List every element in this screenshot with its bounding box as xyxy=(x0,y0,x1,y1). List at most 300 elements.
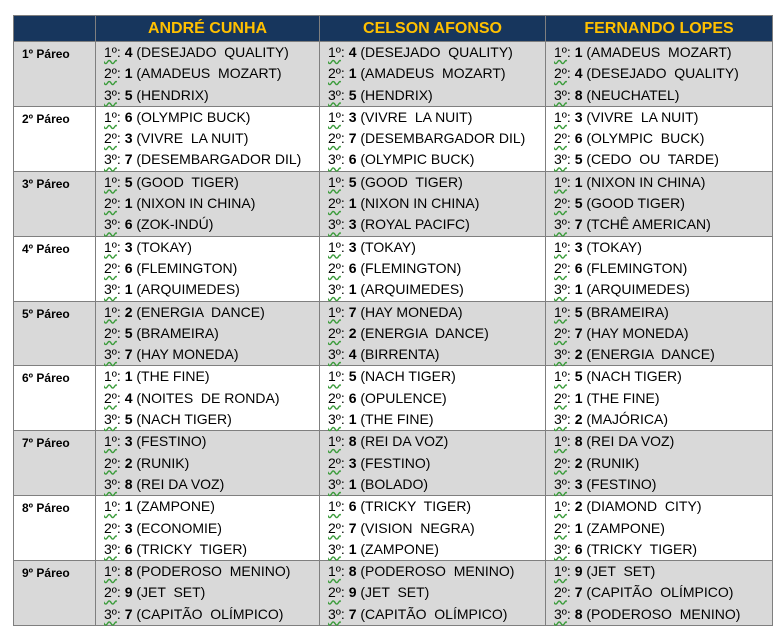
pick-line: 2º: 3 (FESTINO) xyxy=(328,454,431,471)
pick-line: 3º: 1 (THE FINE) xyxy=(328,411,434,428)
pick-position: 3º xyxy=(104,216,117,233)
horse-name: (NIXON IN CHINA) xyxy=(136,195,256,212)
pick-line: 3º: 7 (DESEMBARGADOR DIL) xyxy=(104,151,302,168)
header-andre-cunha: ANDRÉ CUNHA xyxy=(96,16,320,42)
pick-cell-celson-afonso xyxy=(320,301,546,366)
horse-number: 9 xyxy=(124,584,133,601)
horse-name: (FLEMINGTON) xyxy=(360,259,462,276)
table-row xyxy=(14,431,773,496)
pick-line: 1º: 5 (BRAMEIRA) xyxy=(554,303,669,320)
horse-name: (ZAMPONE) xyxy=(360,540,439,557)
horse-name: (ARQUIMEDES) xyxy=(586,281,690,298)
race-label: 4º Páreo xyxy=(14,236,96,301)
horse-number: 4 xyxy=(348,346,357,363)
pick-position: 3º xyxy=(328,475,341,492)
pick-position: 2º xyxy=(554,324,567,341)
race-label: 5º Páreo xyxy=(14,301,96,366)
pick-position: 1º xyxy=(104,498,117,515)
horse-name: (AMADEUS MOZART) xyxy=(360,65,506,82)
pick-position: 3º xyxy=(104,540,117,557)
pick-line: 2º: 9 (JET SET) xyxy=(104,584,206,601)
pick-line: 1º: 6 (TRICKY TIGER) xyxy=(328,498,472,515)
horse-number: 5 xyxy=(574,151,583,168)
pick-line: 3º: 7 (CAPITÃO OLÍMPICO) xyxy=(104,605,284,622)
pick-position: 2º xyxy=(328,584,341,601)
horse-name: (OLYMPIC BUCK) xyxy=(136,108,251,125)
pick-line: 2º: 4 (NOITES DE RONDA) xyxy=(104,389,280,406)
pick-cell-fernando-lopes xyxy=(546,496,773,561)
pick-line: 2º: 1 (ZAMPONE) xyxy=(554,519,665,536)
horse-number: 7 xyxy=(348,519,357,536)
pick-line: 1º: 8 (REI DA VOZ) xyxy=(328,433,449,450)
horse-number: 4 xyxy=(124,389,133,406)
pick-cell-fernando-lopes xyxy=(546,171,773,236)
horse-name: (REI DA VOZ) xyxy=(586,433,675,450)
horse-name: (FLEMINGTON) xyxy=(136,259,238,276)
pick-position: 1º xyxy=(554,108,567,125)
pick-line: 2º: 6 (OLYMPIC BUCK) xyxy=(554,130,705,147)
horse-name: (REI DA VOZ) xyxy=(136,475,225,492)
horse-name: (NIXON IN CHINA) xyxy=(586,173,706,190)
picks-table xyxy=(13,15,773,626)
table-row xyxy=(14,496,773,561)
horse-name: (VISION NEGRA) xyxy=(360,519,475,536)
corner-cell xyxy=(14,16,96,42)
pick-cell-fernando-lopes xyxy=(546,42,773,107)
pick-position: 1º xyxy=(104,238,117,255)
horse-name: (TOKAY) xyxy=(586,238,642,255)
horse-number: 6 xyxy=(574,259,583,276)
horse-number: 5 xyxy=(574,195,583,212)
horse-number: 5 xyxy=(124,86,133,103)
horse-number: 9 xyxy=(574,563,583,580)
horse-number: 8 xyxy=(124,475,133,492)
horse-number: 5 xyxy=(348,368,357,385)
pick-line: 3º: 7 (CAPITÃO OLÍMPICO) xyxy=(328,605,508,622)
horse-name: (DIAMOND CITY) xyxy=(586,498,702,515)
horse-name: (HAY MONEDA) xyxy=(586,324,689,341)
horse-name: (HENDRIX) xyxy=(360,86,433,103)
pick-position: 1º xyxy=(554,368,567,385)
pick-line: 1º: 3 (VIVRE LA NUIT) xyxy=(554,108,699,125)
pick-position: 3º xyxy=(554,605,567,622)
horse-number: 1 xyxy=(124,195,133,212)
horse-number: 2 xyxy=(348,324,357,341)
race-label: 2º Páreo xyxy=(14,106,96,171)
horse-number: 1 xyxy=(124,368,133,385)
pick-line: 1º: 3 (VIVRE LA NUIT) xyxy=(328,108,473,125)
horse-name: (TRICKY TIGER) xyxy=(136,540,248,557)
horse-name: (GOOD TIGER) xyxy=(360,173,463,190)
horse-number: 5 xyxy=(124,411,133,428)
horse-number: 3 xyxy=(574,475,583,492)
pick-line: 3º: 7 (HAY MONEDA) xyxy=(104,346,239,363)
pick-cell-andre-cunha xyxy=(96,366,320,431)
pick-position: 3º xyxy=(104,281,117,298)
horse-number: 8 xyxy=(348,433,357,450)
horse-name: (MAJÓRICA) xyxy=(586,411,669,428)
pick-position: 1º xyxy=(554,433,567,450)
pick-line: 3º: 4 (BIRRENTA) xyxy=(328,346,440,363)
horse-name: (HAY MONEDA) xyxy=(136,346,239,363)
horse-number: 7 xyxy=(348,605,357,622)
pick-line: 1º: 2 (DIAMOND CITY) xyxy=(554,498,702,515)
horse-number: 3 xyxy=(124,238,133,255)
pick-line: 2º: 5 (GOOD TIGER) xyxy=(554,195,685,212)
pick-position: 1º xyxy=(328,433,341,450)
pick-line: 3º: 6 (TRICKY TIGER) xyxy=(104,540,248,557)
horse-number: 6 xyxy=(124,216,133,233)
pick-position: 2º xyxy=(104,195,117,212)
pick-position: 2º xyxy=(554,519,567,536)
pick-position: 1º xyxy=(328,498,341,515)
horse-name: (BRAMEIRA) xyxy=(136,324,219,341)
horse-name: (ZAMPONE) xyxy=(586,519,665,536)
pick-position: 3º xyxy=(328,151,341,168)
pick-line: 1º: 1 (AMADEUS MOZART) xyxy=(554,44,732,60)
horse-number: 6 xyxy=(348,498,357,515)
pick-position: 2º xyxy=(328,389,341,406)
pick-line: 1º: 7 (HAY MONEDA) xyxy=(328,303,463,320)
pick-cell-fernando-lopes xyxy=(546,431,773,496)
pick-line: 2º: 6 (FLEMINGTON) xyxy=(328,259,462,276)
pick-line: 1º: 5 (GOOD TIGER) xyxy=(328,173,463,190)
horse-name: (FESTINO) xyxy=(586,475,657,492)
horse-name: (TOKAY) xyxy=(136,238,192,255)
pick-line: 3º: 5 (HENDRIX) xyxy=(104,86,209,103)
pick-line: 2º: 1 (AMADEUS MOZART) xyxy=(104,65,282,82)
pick-position: 1º xyxy=(104,563,117,580)
horse-number: 3 xyxy=(348,454,357,471)
pick-position: 1º xyxy=(104,368,117,385)
pick-position: 3º xyxy=(554,475,567,492)
horse-name: (FESTINO) xyxy=(360,454,431,471)
pick-line: 1º: 3 (TOKAY) xyxy=(554,238,642,255)
horse-name: (NACH TIGER) xyxy=(360,368,456,385)
horse-number: 1 xyxy=(574,44,583,60)
horse-name: (NOITES DE RONDA) xyxy=(136,389,280,406)
pick-cell-fernando-lopes xyxy=(546,561,773,626)
horse-name: (VIVRE LA NUIT) xyxy=(360,108,473,125)
pick-position: 3º xyxy=(554,346,567,363)
pick-position: 1º xyxy=(554,44,567,60)
pick-position: 1º xyxy=(554,563,567,580)
pick-position: 2º xyxy=(104,454,117,471)
horse-number: 3 xyxy=(348,216,357,233)
race-label: 1º Páreo xyxy=(14,42,96,107)
horse-number: 3 xyxy=(348,238,357,255)
horse-name: (GOOD TIGER) xyxy=(586,195,685,212)
pick-position: 3º xyxy=(104,86,117,103)
horse-number: 9 xyxy=(348,584,357,601)
pick-line: 2º: 4 (DESEJADO QUALITY) xyxy=(554,65,739,82)
pick-position: 2º xyxy=(554,259,567,276)
header-fernando-lopes: FERNANDO LOPES xyxy=(546,16,773,42)
pick-cell-celson-afonso xyxy=(320,366,546,431)
horse-name: (OPULENCE) xyxy=(360,389,447,406)
pick-position: 3º xyxy=(104,605,117,622)
pick-cell-fernando-lopes xyxy=(546,366,773,431)
horse-number: 3 xyxy=(574,108,583,125)
horse-name: (OLYMPIC BUCK) xyxy=(586,130,705,147)
pick-position: 2º xyxy=(554,195,567,212)
horse-name: (THE FINE) xyxy=(586,389,660,406)
pick-line: 3º: 5 (CEDO OU TARDE) xyxy=(554,151,719,168)
table-row xyxy=(14,561,773,626)
table-row xyxy=(14,42,773,107)
horse-name: (DESEMBARGADOR DIL) xyxy=(136,151,302,168)
pick-position: 1º xyxy=(328,368,341,385)
pick-cell-andre-cunha xyxy=(96,42,320,107)
pick-line: 3º: 1 (ARQUIMEDES) xyxy=(104,281,240,298)
pick-position: 1º xyxy=(104,108,117,125)
pick-line: 2º: 1 (AMADEUS MOZART) xyxy=(328,65,506,82)
horse-name: (AMADEUS MOZART) xyxy=(586,44,732,60)
horse-name: (ARQUIMEDES) xyxy=(360,281,464,298)
pick-position: 2º xyxy=(104,389,117,406)
horse-name: (NIXON IN CHINA) xyxy=(360,195,480,212)
horse-number: 7 xyxy=(124,346,133,363)
pick-line: 2º: 2 (RUNIK) xyxy=(104,454,190,471)
horse-number: 7 xyxy=(348,130,357,147)
horse-name: (ECONOMIE) xyxy=(136,519,222,536)
horse-number: 5 xyxy=(348,173,357,190)
pick-line: 3º: 3 (ROYAL PACIFC) xyxy=(328,216,470,233)
pick-position: 2º xyxy=(104,259,117,276)
horse-number: 1 xyxy=(574,389,583,406)
horse-name: (BOLADO) xyxy=(360,475,429,492)
pick-line: 1º: 9 (JET SET) xyxy=(554,563,656,580)
pick-line: 1º: 1 (NIXON IN CHINA) xyxy=(554,173,706,190)
horse-number: 1 xyxy=(124,281,133,298)
horse-name: (GOOD TIGER) xyxy=(136,173,239,190)
pick-position: 2º xyxy=(328,519,341,536)
horse-name: (BIRRENTA) xyxy=(360,346,440,363)
horse-number: 6 xyxy=(124,108,133,125)
race-label: 3º Páreo xyxy=(14,171,96,236)
pick-line: 3º: 1 (BOLADO) xyxy=(328,475,429,492)
horse-number: 8 xyxy=(348,563,357,580)
horse-name: (JET SET) xyxy=(360,584,430,601)
horse-name: (FESTINO) xyxy=(136,433,207,450)
pick-position: 3º xyxy=(554,540,567,557)
pick-line: 3º: 1 (ZAMPONE) xyxy=(328,540,439,557)
horse-number: 8 xyxy=(574,86,583,103)
pick-position: 2º xyxy=(104,324,117,341)
horse-name: (THE FINE) xyxy=(136,368,210,385)
table-body xyxy=(14,42,773,626)
horse-number: 1 xyxy=(574,173,583,190)
pick-position: 1º xyxy=(554,173,567,190)
pick-line: 2º: 2 (ENERGIA DANCE) xyxy=(328,324,489,341)
horse-name: (PODEROSO MENINO) xyxy=(360,563,515,580)
horse-number: 3 xyxy=(574,238,583,255)
pick-line: 2º: 6 (FLEMINGTON) xyxy=(554,259,688,276)
horse-number: 7 xyxy=(574,324,583,341)
table-row xyxy=(14,106,773,171)
race-label: 6º Páreo xyxy=(14,366,96,431)
horse-number: 1 xyxy=(574,281,583,298)
pick-line: 1º: 4 (DESEJADO QUALITY) xyxy=(328,44,513,60)
pick-line: 3º: 1 (ARQUIMEDES) xyxy=(554,281,690,298)
horse-name: (VIVRE LA NUIT) xyxy=(586,108,699,125)
pick-line: 2º: 2 (RUNIK) xyxy=(554,454,640,471)
pick-position: 2º xyxy=(104,584,117,601)
pick-line: 2º: 7 (DESEMBARGADOR DIL) xyxy=(328,130,526,147)
pick-position: 2º xyxy=(104,519,117,536)
horse-number: 7 xyxy=(348,303,357,320)
pick-line: 2º: 5 (BRAMEIRA) xyxy=(104,324,219,341)
horse-number: 4 xyxy=(124,44,133,60)
pick-line: 1º: 1 (THE FINE) xyxy=(104,368,210,385)
horse-number: 6 xyxy=(348,259,357,276)
horse-number: 1 xyxy=(348,540,357,557)
horse-name: (RUNIK) xyxy=(136,454,190,471)
pick-cell-celson-afonso xyxy=(320,561,546,626)
pick-position: 2º xyxy=(554,584,567,601)
horse-number: 2 xyxy=(574,411,583,428)
horse-number: 7 xyxy=(574,584,583,601)
pick-line: 2º: 1 (NIXON IN CHINA) xyxy=(104,195,256,212)
horse-name: (THE FINE) xyxy=(360,411,434,428)
pick-line: 2º: 1 (THE FINE) xyxy=(554,389,660,406)
pick-position: 3º xyxy=(554,151,567,168)
pick-position: 2º xyxy=(554,65,567,82)
pick-line: 3º: 5 (HENDRIX) xyxy=(328,86,433,103)
pick-position: 3º xyxy=(104,346,117,363)
horse-number: 8 xyxy=(574,433,583,450)
pick-position: 3º xyxy=(104,475,117,492)
pick-line: 2º: 7 (VISION NEGRA) xyxy=(328,519,475,536)
pick-position: 2º xyxy=(554,130,567,147)
horse-number: 6 xyxy=(348,151,357,168)
horse-name: (TRICKY TIGER) xyxy=(360,498,472,515)
pick-line: 1º: 8 (PODEROSO MENINO) xyxy=(328,563,515,580)
horse-name: (ENERGIA DANCE) xyxy=(360,324,489,341)
horse-number: 1 xyxy=(348,65,357,82)
horse-name: (HAY MONEDA) xyxy=(360,303,463,320)
horse-number: 7 xyxy=(124,605,133,622)
pick-line: 3º: 2 (MAJÓRICA) xyxy=(554,411,669,428)
pick-cell-andre-cunha xyxy=(96,171,320,236)
horse-number: 1 xyxy=(348,195,357,212)
horse-name: (ROYAL PACIFC) xyxy=(360,216,470,233)
pick-position: 3º xyxy=(104,151,117,168)
pick-cell-andre-cunha xyxy=(96,561,320,626)
pick-position: 1º xyxy=(328,303,341,320)
horse-number: 3 xyxy=(124,519,133,536)
pick-line: 2º: 3 (ECONOMIE) xyxy=(104,519,222,536)
pick-position: 2º xyxy=(104,130,117,147)
horse-name: (JET SET) xyxy=(586,563,656,580)
horse-number: 6 xyxy=(124,259,133,276)
header-celson-afonso: CELSON AFONSO xyxy=(320,16,546,42)
pick-position: 3º xyxy=(554,281,567,298)
horse-name: (DESEJADO QUALITY) xyxy=(360,44,513,60)
pick-line: 3º: 8 (NEUCHATEL) xyxy=(554,86,680,103)
horse-number: 2 xyxy=(124,303,133,320)
horse-name: (NACH TIGER) xyxy=(586,368,682,385)
pick-line: 3º: 6 (TRICKY TIGER) xyxy=(554,540,698,557)
pick-line: 2º: 6 (FLEMINGTON) xyxy=(104,259,238,276)
pick-position: 3º xyxy=(554,216,567,233)
pick-cell-andre-cunha xyxy=(96,431,320,496)
horse-name: (JET SET) xyxy=(136,584,206,601)
horse-number: 6 xyxy=(348,389,357,406)
horse-number: 2 xyxy=(574,498,583,515)
horse-name: (ENERGIA DANCE) xyxy=(586,346,715,363)
pick-position: 3º xyxy=(328,86,341,103)
horse-name: (ZOK-INDÚ) xyxy=(136,216,214,233)
pick-position: 1º xyxy=(328,238,341,255)
pick-position: 3º xyxy=(554,86,567,103)
horse-number: 8 xyxy=(124,563,133,580)
horse-number: 5 xyxy=(124,324,133,341)
horse-number: 2 xyxy=(124,454,133,471)
race-label: 8º Páreo xyxy=(14,496,96,561)
pick-cell-celson-afonso xyxy=(320,106,546,171)
pick-position: 1º xyxy=(554,238,567,255)
pick-position: 2º xyxy=(328,65,341,82)
horse-number: 1 xyxy=(574,519,583,536)
pick-line: 1º: 8 (REI DA VOZ) xyxy=(554,433,675,450)
pick-line: 2º: 9 (JET SET) xyxy=(328,584,430,601)
horse-number: 5 xyxy=(574,368,583,385)
pick-cell-celson-afonso xyxy=(320,496,546,561)
pick-line: 1º: 6 (OLYMPIC BUCK) xyxy=(104,108,251,125)
pick-position: 1º xyxy=(328,108,341,125)
horse-name: (CAPITÃO OLÍMPICO) xyxy=(136,605,284,622)
table-row xyxy=(14,366,773,431)
horse-name: (AMADEUS MOZART) xyxy=(136,65,282,82)
table-row xyxy=(14,236,773,301)
pick-cell-fernando-lopes xyxy=(546,106,773,171)
pick-position: 3º xyxy=(328,281,341,298)
pick-position: 2º xyxy=(554,454,567,471)
horse-name: (VIVRE LA NUIT) xyxy=(136,130,249,147)
horse-number: 6 xyxy=(574,540,583,557)
pick-position: 3º xyxy=(328,216,341,233)
horse-number: 5 xyxy=(574,303,583,320)
pick-line: 1º: 5 (NACH TIGER) xyxy=(328,368,456,385)
pick-line: 1º: 3 (TOKAY) xyxy=(328,238,416,255)
horse-number: 5 xyxy=(348,86,357,103)
horse-number: 8 xyxy=(574,605,583,622)
pick-line: 3º: 2 (ENERGIA DANCE) xyxy=(554,346,715,363)
pick-cell-celson-afonso xyxy=(320,236,546,301)
pick-line: 1º: 3 (TOKAY) xyxy=(104,238,192,255)
horse-name: (DESEMBARGADOR DIL) xyxy=(360,130,526,147)
horse-name: (TOKAY) xyxy=(360,238,416,255)
horse-name: (TCHÊ AMERICAN) xyxy=(586,216,711,233)
pick-position: 1º xyxy=(554,303,567,320)
pick-position: 1º xyxy=(328,173,341,190)
pick-position: 3º xyxy=(104,411,117,428)
horse-name: (ZAMPONE) xyxy=(136,498,215,515)
pick-position: 3º xyxy=(554,411,567,428)
horse-name: (RUNIK) xyxy=(586,454,640,471)
horse-name: (FLEMINGTON) xyxy=(586,259,688,276)
horse-name: (DESEJADO QUALITY) xyxy=(586,65,739,82)
pick-position: 3º xyxy=(328,605,341,622)
horse-name: (BRAMEIRA) xyxy=(586,303,669,320)
header-row xyxy=(14,16,773,42)
horse-number: 2 xyxy=(574,454,583,471)
horse-number: 1 xyxy=(124,498,133,515)
horse-number: 6 xyxy=(574,130,583,147)
pick-position: 3º xyxy=(328,540,341,557)
pick-line: 1º: 3 (FESTINO) xyxy=(104,433,207,450)
